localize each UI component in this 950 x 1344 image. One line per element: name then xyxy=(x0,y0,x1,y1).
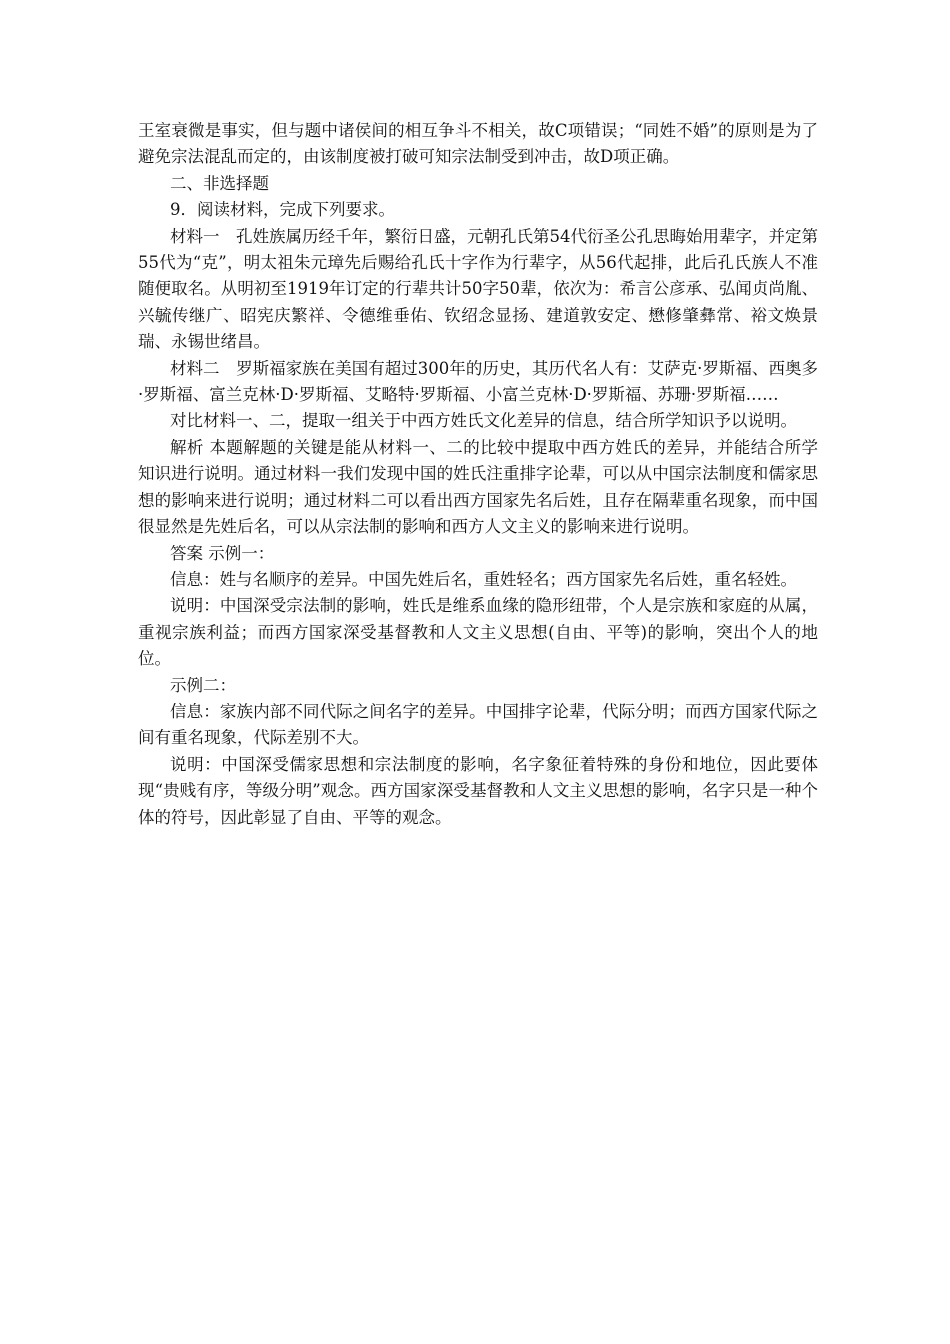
task-paragraph: 对比材料一、二，提取一组关于中西方姓氏文化差异的信息，结合所学知识予以说明。 xyxy=(170,411,797,431)
example-two-info: 信息：家族内部不同代际之间名字的差异。中国排字论辈，代际分明；而西方国家代际之间有重名现象，代际差别不大。 xyxy=(138,701,818,748)
section-heading: 二、非选择题 xyxy=(170,173,269,193)
answer-heading: 答案 示例一： xyxy=(170,543,275,563)
question-9-prompt: 9．阅读材料，完成下列要求。 xyxy=(170,200,395,220)
example-two-explanation: 说明：中国深受儒家思想和宗法制度的影响，名字象征着特殊的身份和地位，因此要体现“贵贱有序，等级分明”观念。西方国家深受基督教和人文主义思想的影响，名字只是一种个体的符号，因此彰显了自由、平等的观念。 xyxy=(138,754,818,827)
material-one-paragraph: 材料一 孔姓族属历经千年，繁衍日盛，元朝孔氏第54代衍圣公孔思晦始用辈字，并定第55代为“克”，明太祖朱元璋先后赐给孔氏十字作为行辈字，从56代起排，此后孔氏族人不准随便取名。从明初至1919年订定的行辈共计50字50辈，依次为：希言公彦承、弘闻贞尚胤、兴毓传继广、昭宪庆繁祥、令德维垂佑、钦绍念显扬、建道敦安定、懋修肇彝常、裕文焕景瑞、永锡世绪昌。 xyxy=(138,226,818,352)
analysis-paragraph: 解析 本题解题的关键是能从材料一、二的比较中提取中西方姓氏的差异，并能结合所学知识进行说明。通过材料一我们发现中国的姓氏注重排字论辈，可以从中国宗法制度和儒家思想的影响来进行说明；通过材料二可以看出西方国家先名后姓，且存在隔辈重名现象，而中国很显然是先姓后名，可以从宗法制的影响和西方人文主义的影响来进行说明。 xyxy=(138,437,818,537)
analysis-continuation-paragraph: 王室衰微是事实，但与题中诸侯间的相互争斗不相关，故C项错误；“同姓不婚”的原则是为了避免宗法混乱而定的，由该制度被打破可知宗法制受到冲击，故D项正确。 xyxy=(138,121,818,167)
material-two-paragraph: 材料二 罗斯福家族在美国有超过300年的历史，其历代名人有：艾萨克·罗斯福、西奥多·罗斯福、富兰克林·D·罗斯福、艾略特·罗斯福、小富兰克林·D·罗斯福、苏珊·罗斯福…… xyxy=(138,358,818,405)
example-one-info: 信息：姓与名顺序的差异。中国先姓后名，重姓轻名；西方国家先名后姓，重名轻姓。 xyxy=(170,569,797,589)
example-two-heading: 示例二： xyxy=(170,675,236,695)
example-one-explanation: 说明：中国深受宗法制的影响，姓氏是维系血缘的隐形纽带，个人是宗族和家庭的从属，重视宗族利益；而西方国家深受基督教和人文主义思想(自由、平等)的影响，突出个人的地位。 xyxy=(138,596,818,669)
document-body xyxy=(138,118,818,831)
